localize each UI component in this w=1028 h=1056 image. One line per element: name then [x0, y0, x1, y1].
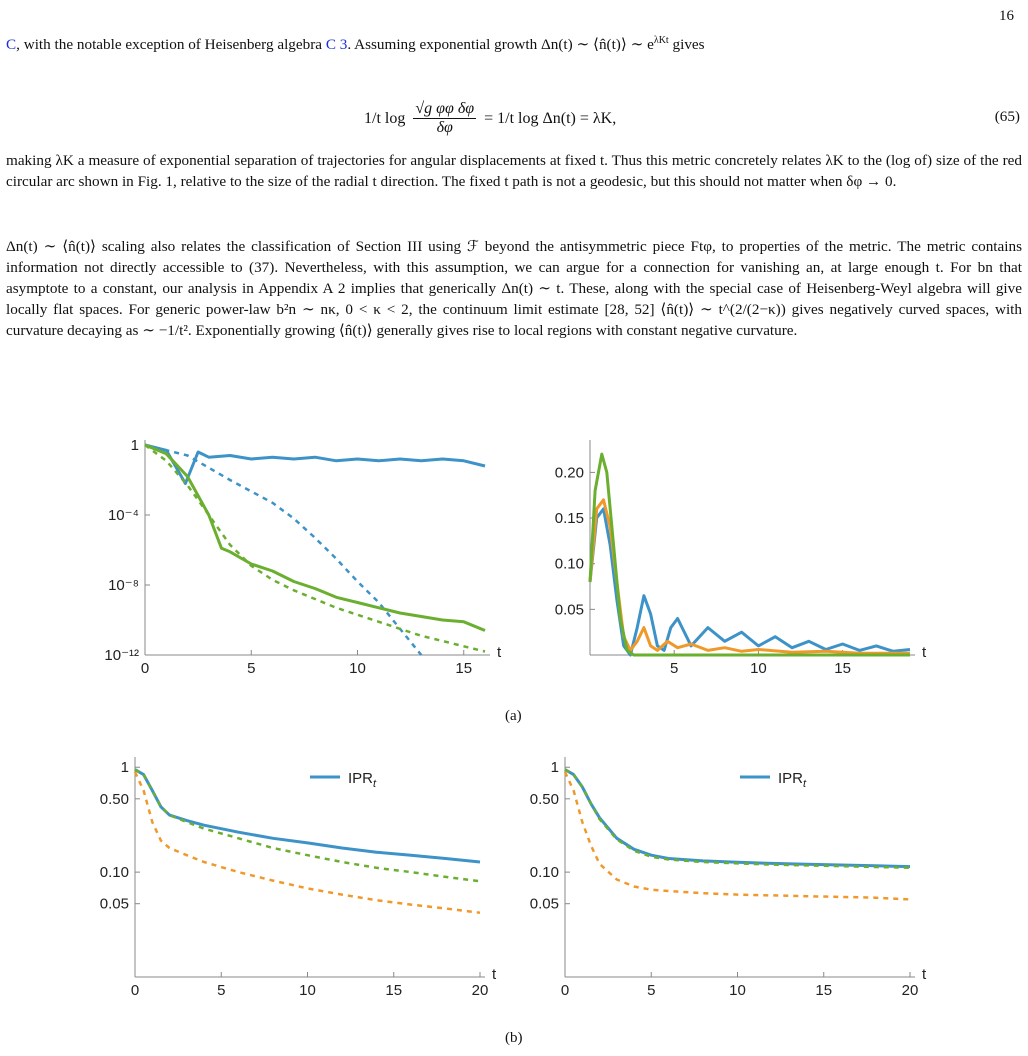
x-tick-label: 5	[670, 660, 679, 677]
legend-label: $IPR_t$	[778, 770, 807, 790]
y-tick-label: 0.10	[529, 864, 559, 882]
series-line-blue-solid	[590, 509, 910, 655]
series-line-green-dashed	[135, 770, 480, 882]
x-tick-label: 15	[385, 982, 403, 999]
y-tick-label: 10⁻¹²	[104, 647, 139, 664]
x-tick-label: 0	[140, 660, 150, 677]
x-tick-label: 5	[247, 660, 256, 677]
series-line-blue-solid	[135, 770, 480, 862]
x-tick-label: 15	[455, 660, 473, 677]
caption-b: (b)	[505, 1030, 523, 1046]
x-tick-label: 0	[560, 982, 570, 999]
y-tick-label: 0.05	[529, 895, 559, 913]
series-line-green-solid	[145, 445, 485, 631]
y-tick-label: 0.10	[99, 864, 129, 882]
equation-fraction	[413, 100, 476, 137]
legend-label: $IPR_t$	[348, 770, 377, 790]
y-tick-label: 0.05	[554, 601, 584, 619]
y-tick-label: 10⁻⁸	[108, 577, 139, 594]
paragraph-2: making λK a measure of exponential separation of trajectories for angular displacements at fixed t. Thus this metric concretely relates λK to the (log of) size of the red circular arc shown in Fig. 1, relative to the size of the radial t direction. The fixed t path is not a geodesic, but this should not matter when δφ → 0.	[6, 152, 1022, 190]
exponent: λKt	[653, 35, 669, 46]
x-axis-label: t	[497, 644, 502, 661]
x-tick-label: 10	[349, 660, 366, 677]
figure-b-left-chart	[90, 752, 510, 1014]
equation-denominator: δφ	[436, 119, 453, 136]
x-tick-label: 0	[130, 982, 140, 999]
y-tick-label: 0.20	[554, 464, 584, 482]
y-tick-label: 0.50	[529, 790, 559, 808]
x-tick-label: 10	[750, 660, 767, 677]
x-tick-label: 15	[815, 982, 833, 999]
paragraph-3: Δn(t) ∼ ⟨n̂(t)⟩ scaling also relates the classification of Section III using ℱ beyond the antisymmetric piece Ftφ, to properties of the metric. The metric contains information not directly accessible to (37). Nevertheless, with this assumption, we can argue for a connection for vanishing an, at large enough t. For bn that asymptote to a constant, our analysis in Appendix A 2 implies that generically Δn(t) ∼ t. These, along with the special case of Heisenberg-Weyl algebra will give locally flat spaces. For generic power-law b²n ∼ nκ, 0 < κ < 2, the continuum limit estimate [28, 52] ⟨n̂(t)⟩ ∼ t^(2/(2−κ)) gives negatively curved spaces, with curvature decaying as ∼ −1/t². Exponentially growing ⟨n̂(t)⟩ generally gives rise to local regions with constant negative curvature.	[6, 238, 1022, 339]
series-line-blue-solid	[565, 770, 910, 867]
paragraph-1-text-c: gives	[668, 36, 705, 54]
figure-a-right-chart	[520, 435, 950, 687]
series-line-green-dashed	[565, 770, 910, 868]
y-tick-label: 0.50	[99, 790, 129, 808]
y-tick-label: 1	[120, 759, 129, 777]
legend-subscript: t	[803, 778, 807, 790]
x-tick-label: 15	[834, 660, 851, 677]
equation-number: (65)	[994, 108, 1020, 125]
y-tick-label: 10⁻⁴	[107, 507, 139, 524]
equation-numerator: √g φφ δφ	[415, 100, 475, 117]
y-tick-label: 0.05	[99, 895, 129, 913]
x-tick-label: 20	[901, 982, 919, 999]
paragraph-1-text-a: , with the notable exception of Heisenberg algebra	[16, 36, 326, 54]
legend-subscript: t	[373, 778, 377, 790]
x-tick-label: 5	[647, 982, 656, 999]
figure-b-right-chart	[520, 752, 950, 1014]
paragraph-1	[6, 30, 1022, 55]
equation-lhs-prefix: 1/t log	[364, 109, 406, 127]
page-number: 16	[999, 8, 1014, 24]
figure-a-left-chart	[90, 435, 510, 687]
caption-a: (a)	[505, 708, 522, 724]
appendix-c-link[interactable]: C	[6, 36, 17, 54]
x-tick-label: 20	[471, 982, 489, 999]
y-tick-label: 1	[550, 759, 559, 777]
x-axis-label: t	[922, 644, 927, 661]
y-tick-label: 0.10	[554, 555, 584, 573]
series-line-green-dashed	[145, 445, 485, 652]
equation-65	[0, 94, 1028, 144]
x-tick-label: 5	[217, 982, 226, 999]
equation-body	[364, 100, 616, 137]
appendix-c3-link[interactable]: C 3	[325, 36, 348, 54]
equation-rhs: = 1/t log Δn(t) = λK,	[484, 109, 617, 127]
y-tick-label: 1	[130, 437, 139, 454]
x-axis-label: t	[492, 966, 497, 983]
y-tick-label: 0.15	[554, 510, 584, 528]
x-tick-label: 10	[729, 982, 746, 999]
series-line-orange-dashed	[565, 772, 910, 899]
x-tick-label: 10	[299, 982, 316, 999]
paragraph-1-text-b: . Assuming exponential growth Δn(t) ∼ ⟨n̂(t)⟩ ∼ e	[347, 36, 654, 54]
x-axis-label: t	[922, 966, 927, 983]
series-line-blue-solid	[145, 445, 485, 484]
